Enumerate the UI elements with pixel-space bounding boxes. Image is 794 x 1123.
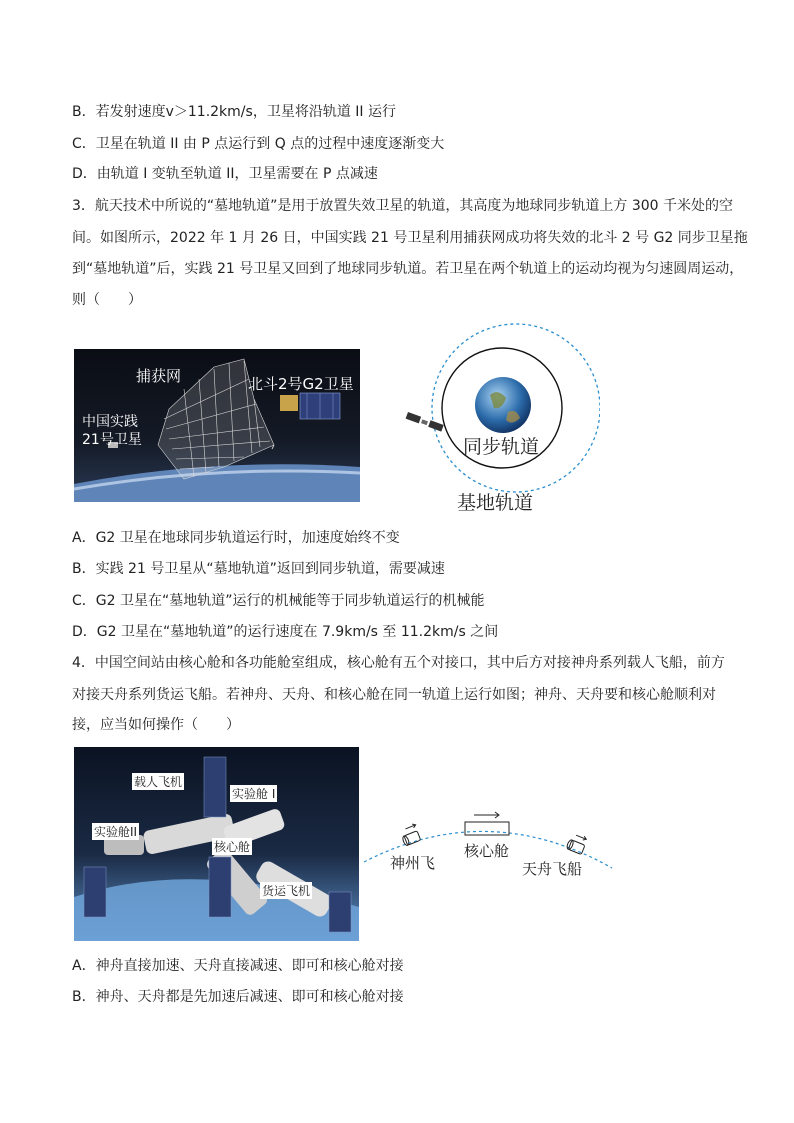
label-core-module: 核心舱 [214,840,251,854]
q3-orbit-diagram [390,320,600,520]
q4-option-a: A．神舟直接加速、天舟直接减速、即可和核心舱对接 [72,958,404,974]
q4-stem-line3: 接，应当如何操作（ ） [72,717,240,733]
q3-option-b: B．实践 21 号卫星从“墓地轨道”返回到同步轨道，需要减速 [72,561,445,577]
q3-option-a: A．G2 卫星在地球同步轨道运行时，加速度始终不变 [72,530,400,546]
label-core: 核心舱 [464,842,510,860]
label-sj21-line1: 中国实践 [82,414,138,430]
q4-station-photo [74,747,359,941]
q3-stem-line3: 到“墓地轨道”后，实践 21 号卫星又回到了地球同步轨道。若卫星在两个轨道上的运动均视为匀速圆周运动， [72,261,744,277]
label-tianzhou: 天舟飞船 [522,860,583,878]
label-shenzhou: 神州飞 [390,854,436,872]
q3-option-c: C．G2 卫星在“墓地轨道”运行的机械能等于同步轨道运行的机械能 [72,593,485,609]
q4-option-b: B．神舟、天舟都是先加速后减速、即可和核心舱对接 [72,989,404,1005]
q4-stem-line1: 4．中国空间站由核心舱和各功能舱室组成，核心舱有五个对接口，其中后方对接神舟系列载人飞船，前方 [72,655,725,671]
tianzhou-ship-icon [566,832,588,855]
q4-orbit-diagram [360,800,620,890]
prev-option-b: B．若发射速度v＞11.2km/s，卫星将沿轨道 II 运行 [72,104,396,120]
label-sj21-line2: 21号卫星 [82,432,142,448]
label-capture-net: 捕获网 [136,367,182,385]
label-grave-orbit: 基地轨道 [457,492,534,514]
q3-capture-photo [74,349,360,502]
prev-option-c: C．卫星在轨道 II 由 P 点运行到 Q 点的过程中速度逐渐变大 [72,136,445,152]
q4-stem-line2: 对接天舟系列货运飞船。若神舟、天舟、和核心舱在同一轨道上运行如图；神舟、天舟要和核心舱顺利对 [72,687,716,703]
label-cargo-ship: 货运飞机 [262,884,311,898]
earth-icon [475,377,531,433]
satellite-icon [406,412,444,432]
q3-option-d: D．G2 卫星在“墓地轨道”的运行速度在 7.9km/s 至 11.2km/s 之间 [72,624,499,640]
q3-stem-line4: 则（ ） [72,292,142,308]
prev-option-d: D．由轨道 I 变轨至轨道 II，卫星需要在 P 点减速 [72,166,378,182]
beidou-satellite-icon [280,393,340,419]
label-sync-orbit: 同步轨道 [463,436,540,458]
label-crew-ship: 载人飞机 [134,775,183,789]
q3-stem-line2: 间。如图所示，2022 年 1 月 26 日，中国实践 21 号卫星利用捕获网成功将失效的北斗 2 号 G2 同步卫星拖 [72,230,748,246]
label-lab-module-1: 实验舱 I [232,787,276,801]
label-beidou: 北斗2号G2卫星 [248,375,354,393]
label-lab-module-2: 实验舱II [94,825,138,839]
q3-stem-line1: 3．航天技术中所说的“墓地轨道”是用于放置失效卫星的轨道，其高度为地球同步轨道上方 300 千米处的空 [72,198,734,214]
